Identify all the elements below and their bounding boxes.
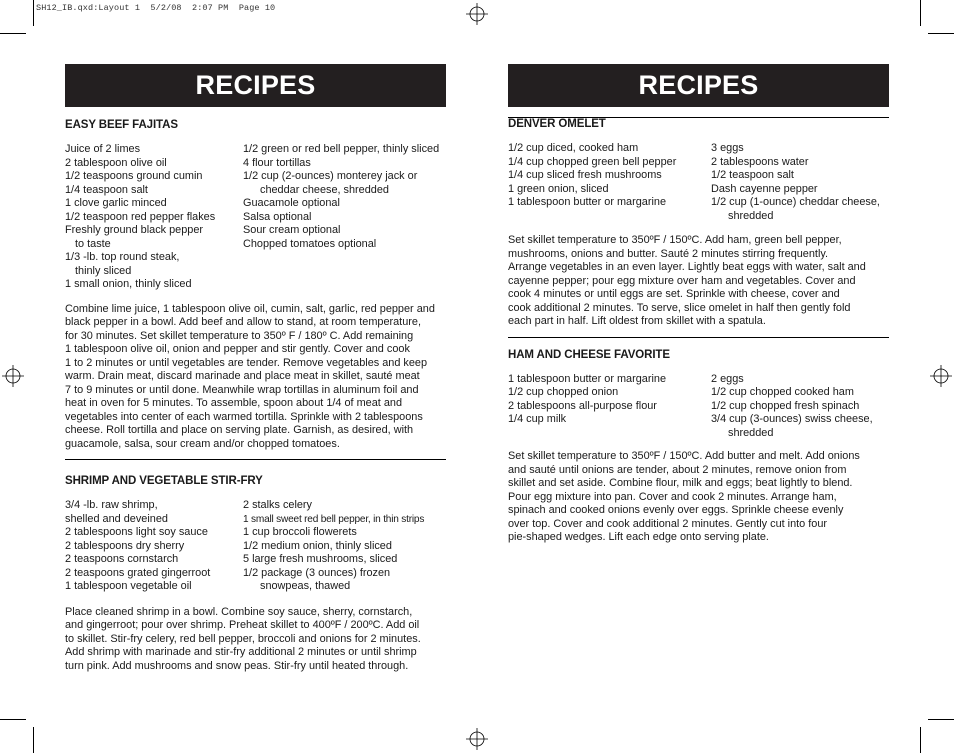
ingredient-list [508,373,889,441]
directions-line: skillet and set aside. Combine flour, milk and eggs; beat lightly to blend. [508,477,853,489]
ingredient-item-continued: to taste [75,237,111,250]
ingredient-item: Sour cream optional [243,224,341,236]
ingredient-item: 1/3 -lb. top round steak, [65,251,180,263]
ingredient-item-continued: shredded [728,426,774,439]
directions-line: to skillet. Stir-fry celery, red bell pepper, broccoli and onions for 2 minutes. [65,632,421,645]
crop-mark [920,727,921,753]
ingredient-column [508,373,711,441]
recipe-title: SHRIMP AND VEGETABLE STIR-FRY [65,475,263,487]
ingredient-column [243,143,446,292]
ingredient-column [711,373,889,441]
ingredient-item-continued: snowpeas, thawed [260,580,351,592]
directions-line: 1 to 2 minutes or until vegetables are tender. Remove vegetables and keep [65,356,428,369]
ingredient-item: 5 large fresh mushrooms, sliced [243,553,398,565]
ingredient-column [508,142,711,223]
recipe-shrimp-vegetable-stir-fry [65,475,446,678]
registration-mark-icon [466,728,488,750]
ingredient-item: Freshly ground black pepper [65,224,204,236]
ingredient-item: 2 tablespoons all-purpose flour [508,399,657,412]
directions-line: heat in oven for 5 minutes. To assemble, spoon about 1/4 of meat and [65,397,403,409]
ingredient-item: 3 eggs [711,142,744,154]
ingredient-item: 1/2 medium onion, thinly sliced [243,539,392,552]
ingredient-item: 1/4 cup milk [508,413,567,425]
directions-line: turn pink. Add mushrooms and snow peas. Stir-fry until heated through. [65,659,409,672]
recipe-easy-beef-fajitas [65,119,446,460]
page-header-banner: RECIPES [65,64,446,107]
directions-line: over top. Cover and cook additional 2 minutes. Gently cut into four [508,517,828,530]
ingredient-item: 1/4 teaspoon salt [65,183,148,196]
directions-line: black pepper in a bowl. Add beef and allow to stand, at room temperature, [65,316,421,328]
directions-line: each part in half. Lift oldest from skillet with a spatula. [508,315,766,327]
crop-mark [0,33,26,34]
ingredient-item: 1/2 teaspoon salt [711,169,794,181]
recipe-title: EASY BEEF FAJITAS [65,119,178,131]
recipe-title: DENVER OMELET [508,117,889,132]
ingredient-item: 1 cup broccoli flowerets [243,526,357,538]
ingredient-item: 1 small onion, thinly sliced [65,278,192,290]
recipe-ham-and-cheese-favorite [508,349,889,550]
recipe-directions [65,606,446,679]
ingredient-item-continued: shredded [728,209,774,222]
ingredient-item: 2 stalks celery [243,499,312,511]
directions-line: and gingerroot; pour over shrimp. Preheat skillet to 400ºF / 200ºC. Add oil [65,619,420,631]
section-divider [65,459,446,460]
ingredient-item: 1/4 cup sliced fresh mushrooms [508,169,662,181]
registration-mark-icon [2,365,24,387]
ingredient-item-continued: shelled and deveined [65,512,168,525]
ingredient-column [65,499,243,594]
directions-line: Arrange vegetables in an even layer. Lightly beat eggs with water, salt and [508,261,866,273]
directions-line: mushrooms, onions and butter. Sauté 2 minutes stirring frequently. [508,247,829,260]
page-header-banner: RECIPES [508,64,889,107]
directions-line: cook additional 2 minutes. To serve, slice omelet in half then gently fold [508,301,851,314]
ingredient-item: 1 clove garlic minced [65,197,167,209]
ingredient-item: Guacamole optional [243,197,340,209]
directions-line: pie-shaped wedges. Lift each edge onto serving plate. [508,531,769,543]
crop-mark [33,727,34,753]
directions-line: Add shrimp with marinade and stir-fry additional 2 minutes or until shrimp [65,646,417,658]
directions-line: cheese. Roll tortilla and place on serving plate. Garnish, as desired, with [65,424,414,436]
directions-line: spinach and cooked onions evenly over eggs. Sprinkle cheese evenly [508,504,844,516]
ingredient-item: 1 tablespoon butter or margarine [508,196,667,208]
ingredient-item: 1/2 cup chopped onion [508,386,619,398]
ingredient-item: 1/2 teaspoons ground cumin [65,170,203,182]
ingredient-column [65,143,243,292]
ingredient-item-continued: thinly sliced [75,264,132,277]
ingredient-item: 1/2 cup diced, cooked ham [508,142,639,154]
ingredient-column [711,142,889,223]
ingredient-item: 1/2 cup (1-ounce) cheddar cheese, [711,196,880,208]
registration-mark-icon [466,3,488,25]
directions-line: Pour egg mixture into pan. Cover and cook 2 minutes. Arrange ham, [508,490,837,503]
ingredient-item: 1/2 cup (2-ounces) monterey jack or [243,170,418,182]
ingredient-item: 2 tablespoon olive oil [65,156,167,169]
ingredient-item: 3/4 cup (3-ounces) swiss cheese, [711,413,873,425]
right-page [508,64,889,550]
recipe-directions [508,234,889,334]
directions-line: Place cleaned shrimp in a bowl. Combine soy sauce, sherry, cornstarch, [65,605,413,618]
ingredient-item: 1 tablespoon butter or margarine [508,372,667,385]
ingredient-item: Chopped tomatoes optional [243,237,377,250]
ingredient-item: 1/2 cup chopped cooked ham [711,386,854,398]
ingredient-item: 2 tablespoons water [711,155,809,168]
ingredient-item: 1/2 package (3 ounces) frozen [243,566,391,579]
section-divider [508,337,889,338]
directions-line: for 30 minutes. Set skillet temperature to 350º F / 180º C. Add remaining [65,329,414,342]
ingredient-list [65,499,446,594]
directions-line: vegetables into center of each warmed tortilla. Sprinkle with 2 tablespoons [65,410,423,423]
ingredient-item: Salsa optional [243,210,312,223]
crop-mark [33,0,34,26]
recipe-title: HAM AND CHEESE FAVORITE [508,348,670,361]
directions-line: Set skillet temperature to 350ºF / 150ºC. Add ham, green bell pepper, [508,234,842,246]
directions-line: Combine lime juice, 1 tablespoon olive oil, cumin, salt, garlic, red pepper and [65,302,435,315]
crop-mark [920,0,921,26]
directions-line: and sauté until onions are tender, about 2 minutes, remove onion from [508,463,847,476]
recipe-directions [65,303,446,457]
ingredient-item-continued: cheddar cheese, shredded [260,183,389,196]
directions-line: cayenne pepper; pour egg mixture over ham and vegetables. Cover and [508,274,856,287]
ingredient-item: 1 small sweet red bell pepper, in thin strips [243,513,425,525]
ingredient-item: 2 eggs [711,372,744,385]
ingredient-item: 1 green onion, sliced [508,182,609,195]
recipe-directions [508,450,889,550]
ingredient-item: 1 tablespoon vegetable oil [65,580,192,592]
directions-line: guacamole, salsa, sour cream and/or chopped tomatoes. [65,437,340,450]
directions-line: cook 4 minutes or until eggs are set. Sprinkle with cheese, cover and [508,288,840,300]
directions-line: 1 tablespoon olive oil, onion and pepper and stir gently. Cover and cook [65,343,410,355]
crop-mark [928,719,954,720]
ingredient-column [243,499,446,594]
crop-mark [0,719,26,720]
ingredient-item: Dash cayenne pepper [711,182,818,195]
ingredient-item: 2 tablespoons light soy sauce [65,526,208,538]
crop-mark [928,33,954,34]
ingredient-item: 1/2 green or red bell pepper, thinly sliced [243,143,440,155]
directions-line: 7 to 9 minutes or until done. Meanwhile wrap tortillas in aluminum foil and [65,383,419,396]
ingredient-item: 1/4 cup chopped green bell pepper [508,155,677,168]
ingredient-item: 1/2 cup chopped fresh spinach [711,399,860,412]
left-page [65,64,446,678]
ingredient-item: 2 tablespoons dry sherry [65,539,185,552]
directions-line: Set skillet temperature to 350ºF / 150ºC. Add butter and melt. Add onions [508,450,860,462]
ingredient-item: 2 teaspoons grated gingerroot [65,566,211,579]
directions-line: warm. Drain meat, discard marinade and place meat in skillet, sauté meat [65,370,420,382]
ingredient-item: 3/4 -lb. raw shrimp, [65,499,158,511]
ingredient-list [65,143,446,292]
ingredient-item: 2 teaspoons cornstarch [65,553,179,565]
print-slug-line: SH12_IB.qxd:Layout 1 5/2/08 2:07 PM Page 10 [36,3,276,13]
ingredient-item: Juice of 2 limes [65,143,141,155]
registration-mark-icon [930,365,952,387]
ingredient-item: 4 flour tortillas [243,156,311,169]
ingredient-item: 1/2 teaspoon red pepper flakes [65,210,216,223]
ingredient-list [508,142,889,223]
recipe-denver-omelet [508,117,889,338]
